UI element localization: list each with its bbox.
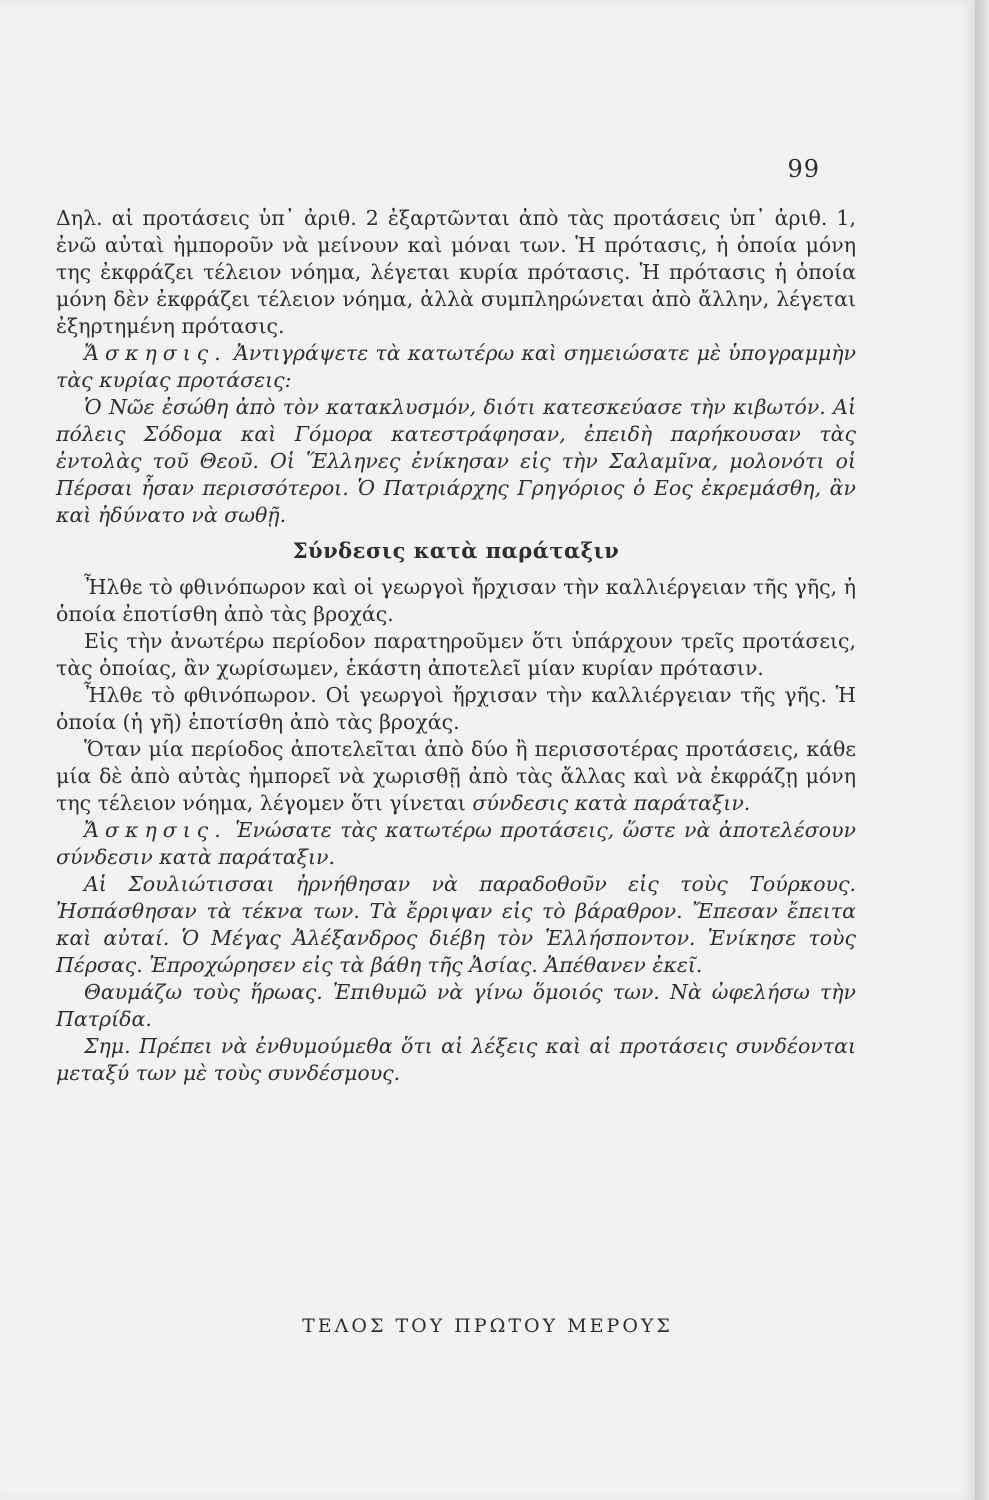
definition-main: Ὅταν μία περίοδος ἀποτελεῖται ἀπὸ δύο ἢ περισσοτέρας προτάσεις, κάθε μία δὲ ἀπὸ αὐτὰς ἠμπορεῖ νὰ χωρισθῇ ἀπὸ τὰς ἄλλας καὶ νὰ ἐκφράζῃ μόνη της τέλειον νόημα, λέγομεν ὅτι γίνεται xyxy=(56,737,856,815)
page-body xyxy=(56,205,856,1087)
exercise-2-line-1: Αἱ Σουλιώτισσαι ἠρνήθησαν νὰ παραδοθοῦν εἰς τοὺς Τούρκους. Ἠσπάσθησαν τὰ τέκνα των. Τὰ ἔρριψαν εἰς τὸ βάραθρον. Ἔπεσαν ἔπειτα καὶ αὐταί. Ὁ Μέγας Ἀλέξανδρος διέβη τὸν Ἑλλήσποντον. Ἐνίκησε τοὺς Πέρσας. Ἐπροχώρησεν εἰς τὰ βάθη τῆς Ἀσίας. Ἀπέθανεν ἐκεῖ. xyxy=(56,872,856,977)
note-text: Πρέπει νὰ ἐνθυμούμεθα ὅτι αἱ λέξεις καὶ αἱ προτάσεις συνδέονται μεταξύ των μὲ τοὺς συνδέσμους. xyxy=(56,1034,856,1085)
exercise-1-label: Ἄσκησις. xyxy=(84,341,227,365)
note-label: Σημ. xyxy=(84,1034,131,1058)
definition-paragraph xyxy=(56,736,856,817)
note-paragraph xyxy=(56,1033,856,1087)
exercise-1-text: Ὁ Νῶε ἐσώθη ἀπὸ τὸν κατακλυσμόν, διότι κατεσκεύασε τὴν κιβωτόν. Αἱ πόλεις Σόδομα καὶ Γόμορα κατεστράφησαν, ἐπειδὴ παρήκουσαν τὰς ἐντολὰς τοῦ Θεοῦ. Οἱ Ἕλληνες ἐνίκησαν εἰς τὴν Σαλαμῖνα, μολονότι οἱ Πέρσαι ἦσαν περισσότεροι. Ὁ Πατριάρχης Γρηγόριος ὁ Εος ἐκρεμάσθη, ἂν καὶ ἠδύνατο νὰ σωθῇ. xyxy=(56,395,856,527)
section-heading: Σύνδεσις κατὰ παράταξιν xyxy=(292,538,620,563)
paragraph-2: Εἰς τὴν ἀνωτέρω περίοδον παρατηροῦμεν ὅτι ὑπάρχουν τρεῖς προτάσεις, τὰς ὁποίας, ἂν χωρίσωμεν, ἑκάστη ἀποτελεῖ μίαν κυρίαν πρότασιν. xyxy=(56,629,856,680)
page-number: 99 xyxy=(787,155,820,183)
page-edge xyxy=(975,0,989,1500)
paragraph-3: Ἦλθε τὸ φθινόπωρον. Οἱ γεωργοὶ ἤρχισαν τὴν καλλιέργειαν τῆς γῆς. Ἡ ὁποία (ἡ γῆ) ἐποτίσθη ἀπὸ τὰς βροχάς. xyxy=(56,683,856,734)
exercise-2-instruction: Ἑνώσατε τὰς κατωτέρω προτάσεις, ὥστε νὰ ἀποτελέσουν σύνδεσιν κατὰ παράταξιν. xyxy=(56,818,856,869)
part-end-footer: ΤΕΛΟΣ ΤΟΥ ΠΡΩΤΟΥ ΜΕΡΟΥΣ xyxy=(302,1315,673,1337)
intro-paragraph: Δηλ. αἱ προτάσεις ὑπ᾽ ἀριθ. 2 ἐξαρτῶνται ἀπὸ τὰς προτάσεις ὑπ᾽ ἀριθ. 1, ἐνῶ αὐταὶ ἠμποροῦν νὰ μείνουν καὶ μόναι των. Ἡ πρότασις, ἡ ὁποία μόνη της ἐκφράζει τέλειον νόημα, λέγεται κυρία πρότασις. Ἡ πρότασις ἡ ὁποία μόνη δὲν ἐκφράζει τέλειον νόημα, ἀλλὰ συμπληρώνεται ἀπὸ ἄλλην, λέγεται ἐξηρτημένη πρότασις. xyxy=(56,206,856,338)
exercise-1-instruction: Ἀντιγράψετε τὰ κατωτέρω καὶ σημειώσατε μὲ ὑπογραμμὴν τὰς κυρίας προτάσεις: xyxy=(56,341,856,392)
definition-term: σύνδεσις κατὰ παράταξιν. xyxy=(472,791,751,815)
exercise-2-line-2: Θαυμάζω τοὺς ἥρωας. Ἐπιθυμῶ νὰ γίνω ὅμοιός των. Νὰ ὠφελήσω τὴν Πατρίδα. xyxy=(56,980,856,1031)
exercise-2-label: Ἄσκησις. xyxy=(84,818,227,842)
exercise-2 xyxy=(56,817,856,871)
paragraph-1: Ἦλθε τὸ φθινόπωρον καὶ οἱ γεωργοὶ ἤρχισαν τὴν καλλιέργειαν τῆς γῆς, ἡ ὁποία ἐποτίσθη ἀπὸ τὰς βροχάς. xyxy=(56,575,856,626)
exercise-1 xyxy=(56,340,856,394)
